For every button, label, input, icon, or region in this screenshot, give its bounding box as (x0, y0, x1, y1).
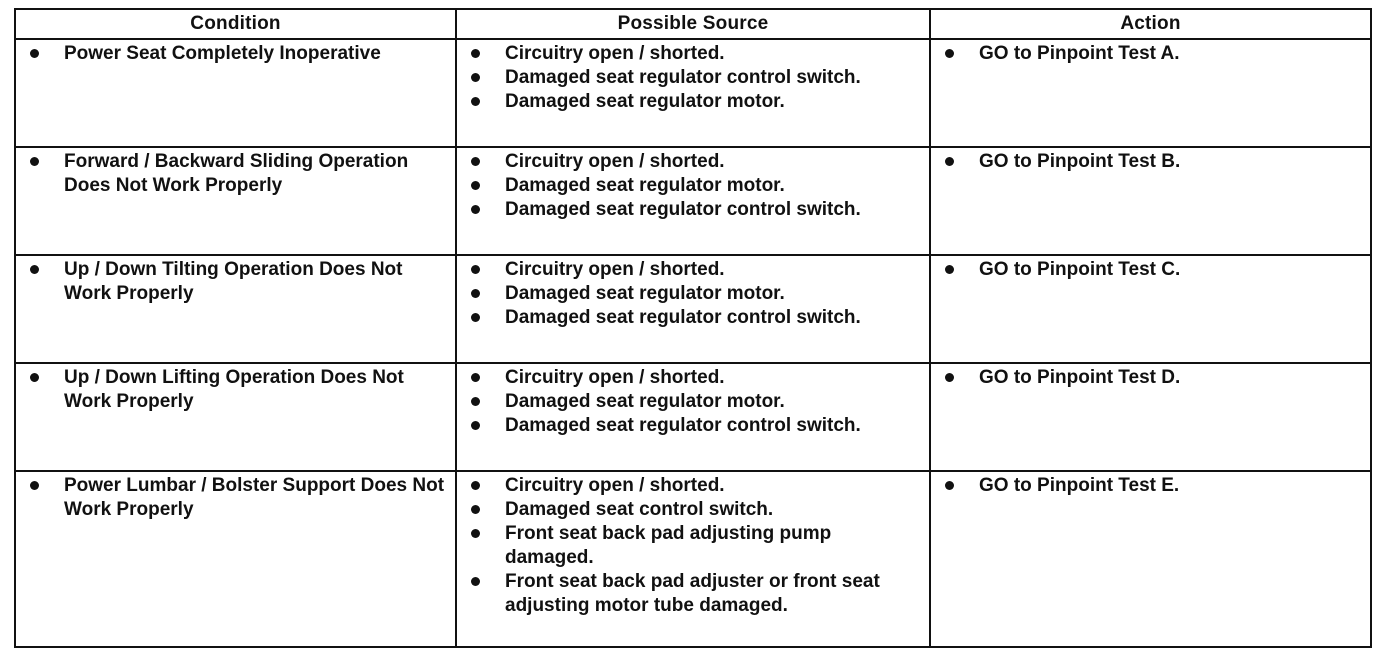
condition-cell (15, 255, 456, 363)
condition-cell (15, 363, 456, 471)
condition-text: Forward / Backward Sliding Operation Does Not Work Properly (26, 150, 447, 198)
table-row (15, 363, 1371, 471)
source-item: Damaged seat regulator control switch. (467, 198, 921, 222)
source-list (467, 42, 921, 114)
action-text: GO to Pinpoint Test C. (941, 258, 1362, 282)
action-cell (930, 39, 1371, 147)
source-item: Damaged seat regulator motor. (467, 390, 921, 414)
table-row (15, 471, 1371, 647)
possible-source-cell (456, 255, 930, 363)
header-row (15, 9, 1371, 39)
source-item: Damaged seat control switch. (467, 498, 921, 522)
source-item: Circuitry open / shorted. (467, 474, 921, 498)
possible-source-cell (456, 39, 930, 147)
source-item: Circuitry open / shorted. (467, 258, 921, 282)
condition-cell (15, 147, 456, 255)
action-text: GO to Pinpoint Test A. (941, 42, 1362, 66)
action-cell (930, 255, 1371, 363)
source-item: Front seat back pad adjuster or front seat adjusting motor tube damaged. (467, 570, 921, 618)
source-list (467, 258, 921, 330)
action-text: GO to Pinpoint Test B. (941, 150, 1362, 174)
condition-text: Power Lumbar / Bolster Support Does Not Work Properly (26, 474, 447, 522)
possible-source-cell (456, 471, 930, 647)
source-item: Damaged seat regulator control switch. (467, 66, 921, 90)
action-text: GO to Pinpoint Test D. (941, 366, 1362, 390)
source-item: Front seat back pad adjusting pump damaged. (467, 522, 921, 570)
action-text: GO to Pinpoint Test E. (941, 474, 1362, 498)
table-row (15, 147, 1371, 255)
action-cell (930, 147, 1371, 255)
source-item: Damaged seat regulator motor. (467, 174, 921, 198)
table-row (15, 39, 1371, 147)
source-item: Damaged seat regulator control switch. (467, 306, 921, 330)
diagnosis-table (14, 8, 1372, 648)
condition-cell (15, 39, 456, 147)
source-item: Damaged seat regulator motor. (467, 90, 921, 114)
source-list (467, 366, 921, 438)
action-cell (930, 363, 1371, 471)
source-list (467, 474, 921, 618)
source-item: Circuitry open / shorted. (467, 366, 921, 390)
source-list (467, 150, 921, 222)
source-item: Circuitry open / shorted. (467, 150, 921, 174)
possible-source-cell (456, 147, 930, 255)
possible-source-cell (456, 363, 930, 471)
source-item: Circuitry open / shorted. (467, 42, 921, 66)
possible-source-header: Possible Source (456, 9, 930, 39)
condition-text: Up / Down Lifting Operation Does Not Work Properly (26, 366, 447, 414)
condition-cell (15, 471, 456, 647)
action-header: Action (930, 9, 1371, 39)
source-item: Damaged seat regulator motor. (467, 282, 921, 306)
condition-header: Condition (15, 9, 456, 39)
condition-text: Up / Down Tilting Operation Does Not Work Properly (26, 258, 447, 306)
source-item: Damaged seat regulator control switch. (467, 414, 921, 438)
action-cell (930, 471, 1371, 647)
table-row (15, 255, 1371, 363)
condition-text: Power Seat Completely Inoperative (26, 42, 447, 66)
